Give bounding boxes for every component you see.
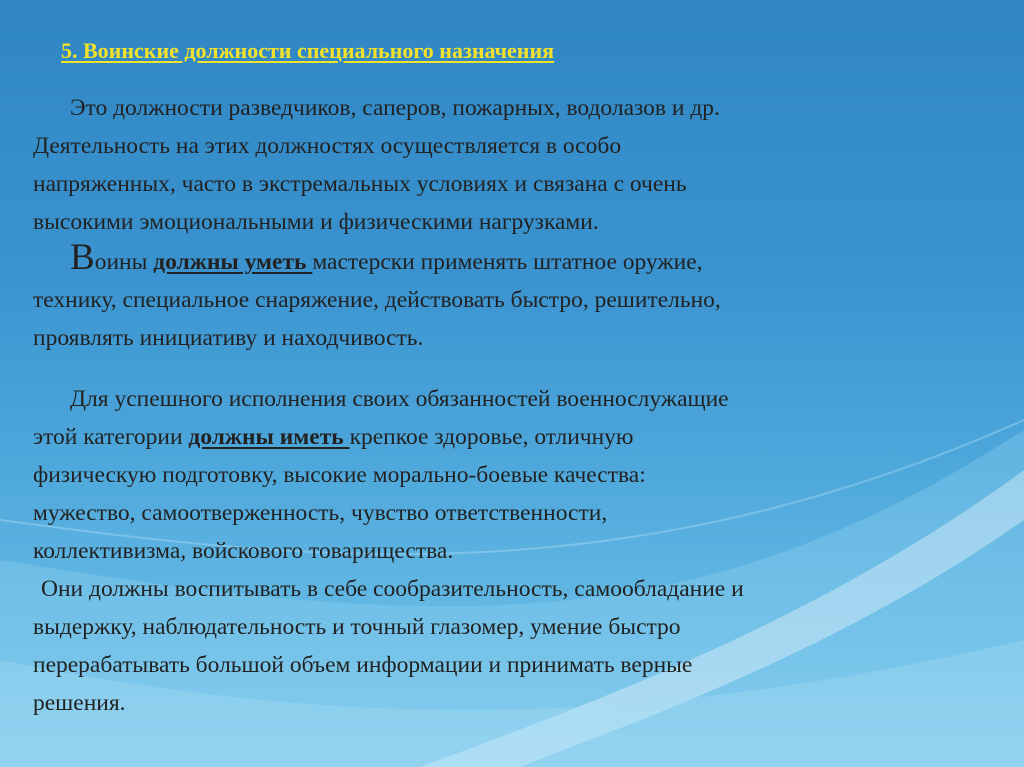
text-line: решения. [33,690,126,716]
text-line: напряженных, часто в экстремальных условиях и связана с очень [33,171,687,197]
text-line: Деятельность на этих должностях осуществляется в особо [33,133,622,159]
text-fragment: мастерски применять штатное оружие, [312,249,703,275]
text-fragment: крепкое здоровье, отличную [349,424,634,450]
text-line: коллективизма, войскового товарищества. [33,538,454,564]
text-line [33,237,993,281]
drop-initial: В [70,237,95,278]
text-line: Они должны воспитывать в себе сообразительность, самообладание и [41,576,744,602]
text-line: выдержку, наблюдательность и точный глазомер, умение быстро [33,614,681,640]
text-line: проявлять инициативу и находчивость. [33,325,424,351]
text-line: мужество, самоотверженность, чувство ответственности, [33,500,608,526]
emphasis-must-have: должны иметь [188,424,350,450]
text-fragment: этой категории [33,424,189,450]
slide-title: 5. Воинские должности специального назначения [61,38,555,63]
emphasis-must-be-able: должны уметь [153,249,313,275]
paragraph-personal-traits [33,570,993,722]
text-fragment: оины [94,249,154,275]
text-line: Для успешного исполнения своих обязанностей военнослужащие [70,386,729,412]
text-line: физическую подготовку, высокие морально-боевые качества: [33,462,646,488]
paragraph-required-qualities [33,380,993,570]
text-line [33,418,993,456]
text-line: высокими эмоциональными и физическими нагрузками. [33,209,599,235]
paragraph-positions-description [33,89,993,241]
paragraph-required-skills [33,237,993,357]
text-line: Это должности разведчиков, саперов, пожарных, водолазов и др. [70,95,720,121]
text-line: технику, специальное снаряжение, действовать быстро, решительно, [33,287,721,313]
text-line: перерабатывать большой объем информации и принимать верные [33,652,693,678]
